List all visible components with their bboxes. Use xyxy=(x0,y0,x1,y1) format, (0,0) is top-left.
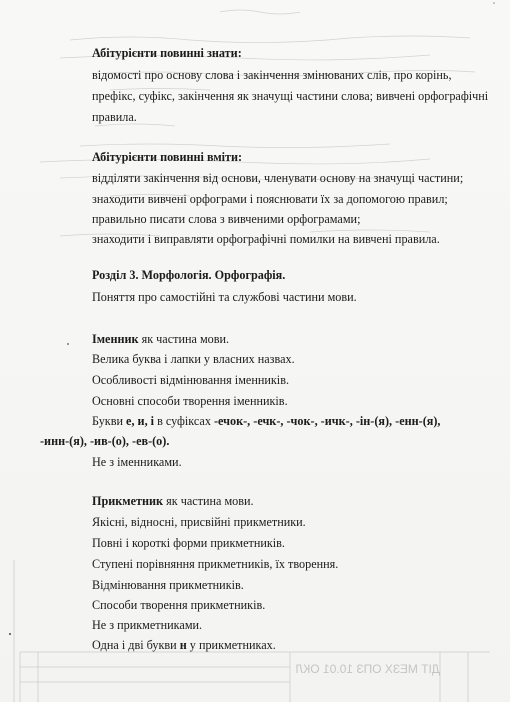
section3-intro: Поняття про самостійні та службові частини мови. xyxy=(92,290,357,304)
noun-title-bold: Іменник xyxy=(92,332,139,346)
adjective-line: Ступені порівняння прикметників, їх творення. xyxy=(92,557,339,571)
stamp-text: ДІТ МЕЗХ ОПЗ 10.01 ОКЛ xyxy=(295,662,440,676)
skills-line: правильно писати слова з вивченими орфограмами; xyxy=(92,212,361,226)
noun-line: Особливості відмінювання іменників. xyxy=(92,373,289,387)
adj-last-prefix: Одна і дві букви xyxy=(92,638,180,652)
adjective-line: Не з прикметниками. xyxy=(92,618,203,632)
adjective-line: Повні і короткі форми прикметників. xyxy=(92,536,285,550)
adjective-line: Способи творення прикметників. xyxy=(92,598,266,612)
noun-title-rest: як частина мови. xyxy=(138,332,230,346)
suffix-list: -ечок-, -ечк-, -чок-, -ичк-, -ін-(я), -енн-(я), xyxy=(213,414,441,428)
suffix-letters: е, и, і xyxy=(126,414,155,428)
skills-line: відділяти закінчення від основи, членувати основу на значущі частини; xyxy=(92,171,464,185)
noun-line: Велика буква і лапки у власних назвах. xyxy=(92,352,295,366)
knowledge-line: відомості про основу слова і закінчення змінюваних слів, про корінь, xyxy=(92,68,452,82)
adj-last-letter: н xyxy=(179,638,187,652)
noun-suffix-line-continued: -инн-(я), -ив-(о), -ев-(о). xyxy=(40,434,170,448)
suffix-middle-text: в суфіксах xyxy=(154,414,214,428)
noun-suffix-line xyxy=(92,414,440,429)
noun-last-line: Не з іменниками. xyxy=(92,455,182,469)
adjective-title-bold: Прикметник xyxy=(92,494,164,508)
knowledge-heading: Абітурієнти повинні знати: xyxy=(92,46,242,60)
adjective-line: Відмінювання прикметників. xyxy=(92,578,244,592)
adjective-title-rest: як частина мови. xyxy=(163,494,254,508)
knowledge-line: правила. xyxy=(92,110,137,124)
adj-last-suffix: у прикметниках. xyxy=(186,638,276,652)
noun-title xyxy=(92,332,229,347)
skills-line: знаходити і виправляти орфографічні помилки на вивчені правила. xyxy=(92,232,440,246)
skills-line: знаходити вивчені орфограми і пояснювати їх за допомогою правил; xyxy=(92,192,448,206)
section3-heading: Розділ 3. Морфологія. Орфографія. xyxy=(92,268,286,282)
suffix-prefix-text: Букви xyxy=(92,414,127,428)
adjective-last-line xyxy=(92,638,276,653)
adjective-title xyxy=(92,494,254,509)
adjective-line: Якісні, відносні, присвійні прикметники. xyxy=(92,515,306,529)
skills-heading: Абітурієнти повинні вміти: xyxy=(92,150,243,164)
noun-line: Основні способи творення іменників. xyxy=(92,394,288,408)
knowledge-line: префікс, суфікс, закінчення як значущі частини слова; вивчені орфографічні xyxy=(92,89,489,103)
